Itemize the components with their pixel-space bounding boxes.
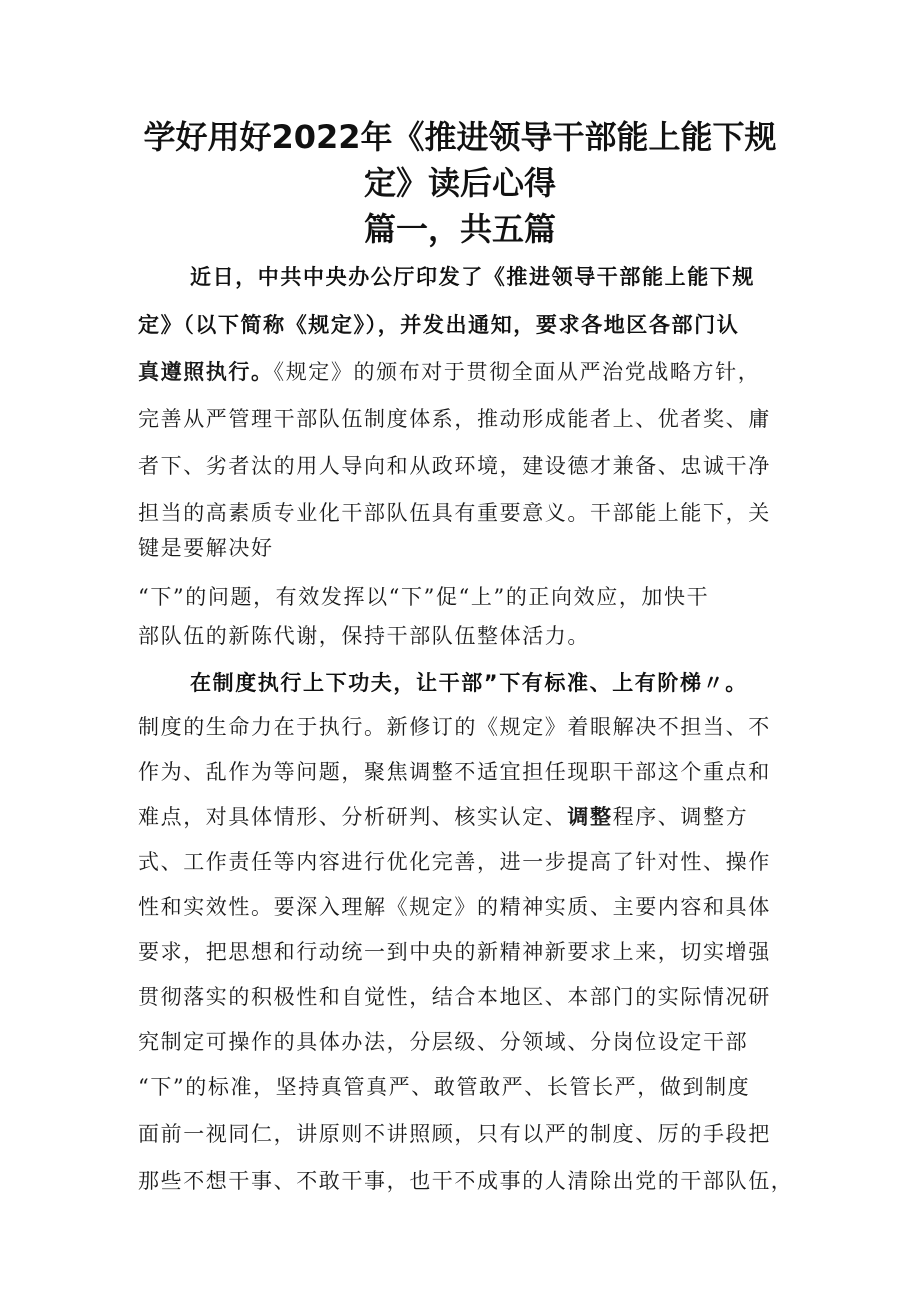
- document-title-line-2: 定》读后心得: [363, 164, 556, 202]
- para2-line-3-a: 难点，对具体情形、分析研判、核实认定、: [138, 805, 568, 829]
- para2-line-10: 面前一视同仁，讲原则不讲照顾，只有以严的制度、厉的手段把: [138, 1122, 771, 1146]
- para1-line-3: [138, 357, 760, 387]
- para2-line-5: 性和实效性。要深入理解《规定》的精神实质、主要内容和具体: [138, 895, 771, 919]
- para1-line-6: 担当的高素质专业化干部队伍具有重要意义。干部能上能下，关: [138, 501, 771, 525]
- para1-line-3-text: 《规定》的颁布对于贯彻全面从严治党战略方针，: [273, 360, 761, 384]
- document-title-line-1: 学好用好2022年《推进领导干部能上能下规: [143, 118, 777, 156]
- para1-bold-phrase: 真遵照执行。: [138, 360, 274, 384]
- para2-line-3-b: 程序、调整方: [612, 805, 749, 829]
- para1-line-2: 定》（以下简称《规定》），并发出通知，要求各地区各部门认: [138, 313, 740, 337]
- document-subtitle: 篇一，共五篇: [363, 210, 556, 248]
- para1-line-8: “下”的问题，有效发挥以“下”促“上”的正向效应，加快干: [138, 585, 710, 609]
- para1-line-9: 部队伍的新陈代谢，保持干部队伍整体活力。: [138, 624, 590, 648]
- para1-line-5: 者下、劣者汰的用人导向和从政环境，建设德才兼备、忠诚干净: [138, 454, 771, 478]
- para1-line-7: 键是要解决好: [138, 536, 274, 560]
- para2-line-8: 究制定可操作的具体办法，分层级、分领域、分岗位设定干部: [138, 1030, 749, 1054]
- para2-heading: 在制度执行上下功夫，让干部”下有标准、上有阶梯〃。: [190, 671, 748, 695]
- para2-line-2: 作为、乱作为等问题，聚焦调整不适宜担任现职干部这个重点和: [138, 760, 771, 784]
- para1-line-4: 完善从严管理干部队伍制度体系，推动形成能者上、优者奖、庸: [138, 407, 771, 431]
- para2-line-1: 制度的生命力在于执行。新修订的《规定》着眼解决不担当、不: [138, 715, 771, 739]
- para2-line-4: 式、工作责任等内容进行优化完善，进一步提高了针对性、操作: [138, 850, 771, 874]
- para2-line-3: [138, 802, 748, 832]
- para2-line-9: “下”的标准，坚持真管真严、敢管敢严、长管长严，做到制度: [138, 1075, 751, 1099]
- para2-line-6: 要求，把思想和行动统一到中央的新精神新要求上来，切实增强: [138, 940, 771, 964]
- para2-line-11: 那些不想干事、不敢干事，也干不成事的人清除出党的干部队伍，: [138, 1169, 794, 1193]
- para2-bold-word: 调整: [567, 805, 613, 829]
- para2-line-7: 贯彻落实的积极性和自觉性，结合本地区、本部门的实际情况研: [138, 985, 771, 1009]
- para1-line-1: 近日，中共中央办公厅印发了《推进领导干部能上能下规: [190, 265, 755, 289]
